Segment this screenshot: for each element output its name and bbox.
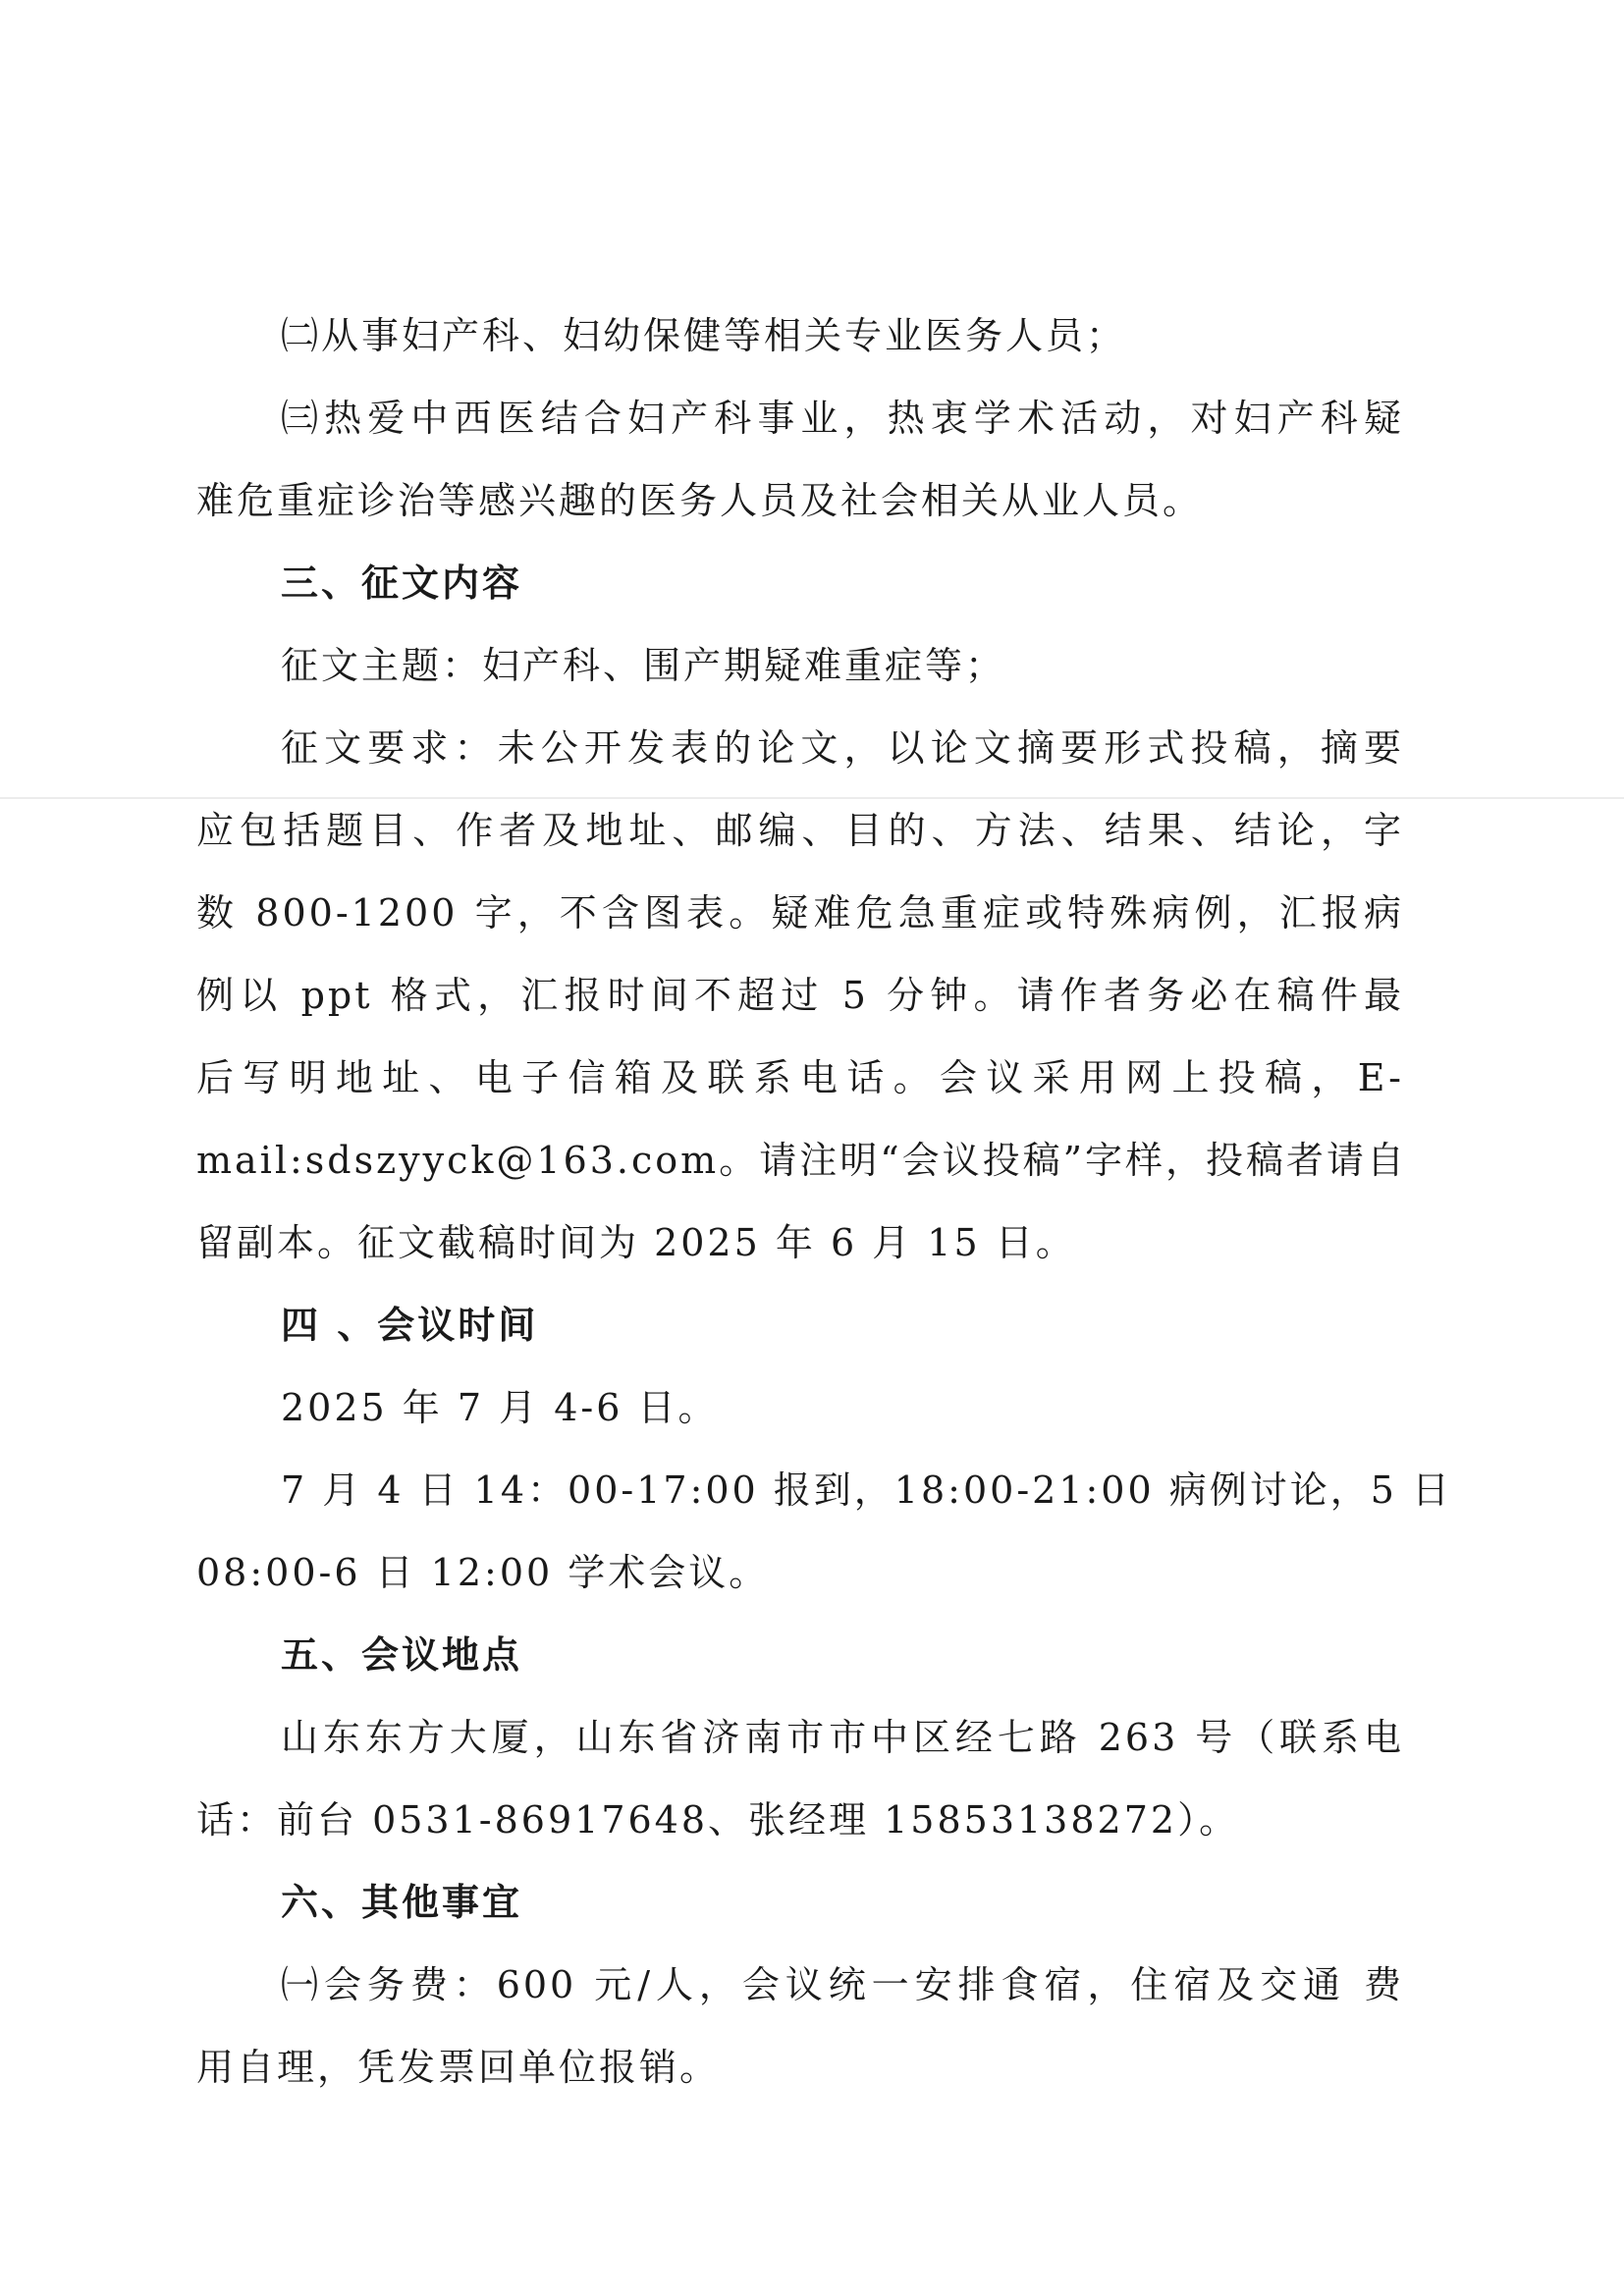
meeting-schedule-line-1: 7 月 4 日 14：00-17:00 报到，18:00-21:00 病例讨论，5 日 [281, 1468, 1453, 1512]
essay-requirements-line-7: 留副本。征文截稿时间为 2025 年 6 月 15 日。 [196, 1221, 1076, 1264]
meeting-date: 2025 年 7 月 4-6 日。 [281, 1386, 719, 1429]
meeting-fee-line-1: ㈠会务费：600 元/人，会议统一安排食宿，住宿及交通 费 [281, 1963, 1404, 2006]
document-body [196, 294, 1453, 2109]
essay-theme: 征文主题：妇产科、围产期疑难重症等； [281, 644, 1006, 687]
eligibility-item-3-line-1: ㈢热爱中西医结合妇产科事业，热衷学术活动，对妇产科疑 [281, 397, 1404, 440]
essay-requirements-line-5: 后写明地址、电子信箱及联系电话。会议采用网上投稿，E- [196, 1056, 1404, 1099]
meeting-schedule-line-2: 08:00-6 日 12:00 学术会议。 [196, 1551, 770, 1594]
meeting-location-line-1: 山东东方大厦，山东省济南市市中区经七路 263 号（联系电 [281, 1716, 1404, 1759]
essay-requirements-line-1: 征文要求：未公开发表的论文，以论文摘要形式投稿，摘要 [281, 726, 1404, 770]
eligibility-item-2: ㈡从事妇产科、妇幼保健等相关专业医务人员； [281, 314, 1127, 357]
essay-requirements-line-4: 例以 ppt 格式，汇报时间不超过 5 分钟。请作者务必在稿件最 [196, 974, 1404, 1017]
section-4-heading: 四 、会议时间 [281, 1304, 539, 1347]
essay-requirements-line-3: 数 800-1200 字，不含图表。疑难危急重症或特殊病例，汇报病 [196, 891, 1404, 934]
essay-requirements-line-2: 应包括题目、作者及地址、邮编、目的、方法、结果、结论，字 [196, 809, 1404, 852]
eligibility-item-3-line-2: 难危重症诊治等感兴趣的医务人员及社会相关从业人员。 [196, 479, 1204, 522]
section-5-heading: 五、会议地点 [281, 1633, 523, 1677]
essay-requirements-line-6: mail:sdszyyck@163.com。请注明“会议投稿”字样，投稿者请自 [196, 1139, 1408, 1182]
section-3-heading: 三、征文内容 [281, 561, 523, 605]
section-6-heading: 六、其他事宜 [281, 1881, 523, 1924]
meeting-location-line-2: 话：前台 0531-86917648、张经理 15853138272）。 [196, 1798, 1240, 1842]
meeting-fee-line-2: 用自理，凭发票回单位报销。 [196, 2046, 721, 2089]
